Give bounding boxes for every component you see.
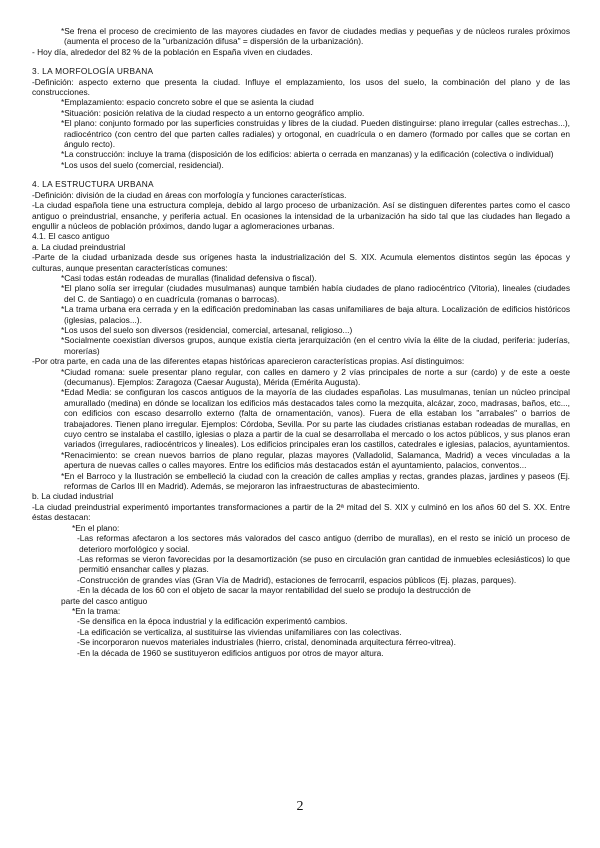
- text-line: *Ciudad romana: suele presentar plano regular, con calles en damero y 2 vías principales de norte a sur (cardo) y de este a oeste (decumanus). Ejemplos: Zaragoza (Caesar Augusta), Mérida (Emérita Augusta).: [61, 366, 570, 387]
- text-line: -Por otra parte, en cada una de las diferentes etapas históricas aparecieron características propias. Así distinguimos:: [32, 356, 465, 367]
- text-line: -Parte de la ciudad urbanizada desde sus orígenes hasta la industrialización del S. XIX. Acumula elementos distintos según las épocas y culturas, aunque presentan características comunes:: [32, 252, 570, 273]
- text-line: *Edad Media: se configuran los cascos antiguos de la mayoría de las ciudades españolas. Las musulmanas, tenían un núcleo principal amurallado (medina) en dónde se localizan los edificios más destacados tales como la mezquita, alcázar, zoco, madrasas, baños, etc..., con edificios con escaso desarrollo externo (falta de ornamentación, vanos). Fuera de ella estaban los "arrabales" o barrios de trabajadores. Tienen plano irregular. Ejemplos: Córdoba, Sevilla. Por su parte las ciudades cristianas estaban rodeadas de murallas, en cuyo centro se instalaba el castillo, iglesias o plaza a partir de la cual se desarrollaba el mercado o los actos públicos, y sus planos eran variados (irregulares, radiocéntricos y lineales). Los edificios principales eran los castillos, catedrales e iglesias, palacios, ayuntamientos.: [61, 387, 570, 450]
- text-line: -Definición: división de la ciudad en áreas con morfología y funciones características.: [32, 189, 347, 200]
- text-line: *En el Barroco y la Ilustración se embelleció la ciudad con la creación de calles amplias y rectas, grandes plazas, jardines y paseos (Ej. reformas de Carlos III en Madrid). Además, se mejoraron las infraestructuras de abastecimiento.: [61, 470, 570, 492]
- text-line: *Los usos del suelo (comercial, residencial).: [61, 159, 224, 170]
- section-4-title: 4. LA ESTRUCTURA URBANA: [32, 179, 154, 190]
- text-line: *El plano: conjunto formado por las superficies construidas y libres de la ciudad. Pueden distinguirse: plano irregular (calles estrechas...), radiocéntrico (con centro del que parten calles radiales) y ortogonal, en cuadrícula o en damero (formado por calles que se cortan en ángulo recto).: [61, 118, 570, 150]
- text-line: *Los usos del suelo son diversos (residencial, comercial, artesanal, religioso...): [61, 324, 353, 335]
- text-line: *Emplazamiento: espacio concreto sobre el que se asienta la ciudad: [61, 97, 314, 108]
- text-line: *Casi todas están rodeadas de murallas (finalidad defensiva o fiscal).: [61, 272, 317, 283]
- section-estructura: [32, 179, 570, 658]
- text-line: b. La ciudad industrial: [32, 491, 114, 502]
- text-line: *La trama urbana era cerrada y en la edificación predominaban las casas unifamiliares de baja altura. Localización de edificios históricos (iglesias, palacios...).: [61, 304, 570, 325]
- text-line: *Se frena el proceso de crecimiento de las mayores ciudades en favor de ciudades medias y pequeñas y de núcleos rurales próximos (aumenta el proceso de la "urbanización difusa" = dispersión de la urbanización).: [61, 26, 570, 47]
- text-line: -Las reformas afectaron a los sectores más valorados del casco antiguo (derribo de murallas), en el resto se inició un proceso de deterioro morfológico y social.: [77, 533, 570, 554]
- text-line: *En el plano:: [72, 522, 120, 533]
- text-line: - Hoy día, alrededor del 82 % de la población en España viven en ciudades.: [32, 46, 313, 57]
- text-line: -En la década de 1960 se sustituyeron edificios antiguos por otros de mayor altura.: [77, 647, 384, 658]
- document-page: [32, 26, 570, 658]
- text-line: -Construcción de grandes vías (Gran Vía de Madrid), estaciones de ferrocarril, espacios públicos (Ej. plazas, parques).: [77, 574, 517, 585]
- text-line: -En la década de los 60 con el objeto de sacar la mayor rentabilidad del suelo se produjo la destrucción de: [77, 585, 471, 596]
- text-line: -Las reformas se vieron favorecidas por la desamortización (se puso en circulación gran cantidad de inmuebles eclesiásticos) lo que permitió ensanchar calles y plazas.: [77, 553, 570, 575]
- text-line: *La construcción: incluye la trama (disposición de los edificios: abierta o cerrada en manzanas) y la edificación (colectiva o individual): [61, 149, 554, 160]
- section-3-title: 3. LA MORFOLOGÍA URBANA: [32, 66, 154, 77]
- text-line: *En la trama:: [72, 605, 121, 616]
- text-line: -La edificación se verticaliza, al sustituirse las viviendas unifamiliares con las colectivas.: [77, 626, 402, 637]
- intro-lines: [32, 26, 570, 57]
- page-number: 2: [296, 799, 304, 814]
- text-line: *El plano solía ser irregular (ciudades musulmanas) aunque también había ciudades de plano radiocéntrico (Vitoria), lineales (ciudades del C. de Santiago) o en cuadrícula (romanas o barrocas).: [61, 283, 570, 304]
- text-line: -La ciudad preindustrial experimentó importantes transformaciones a partir de la 2ª mitad del S. XIX y culminó en los años 60 del S. XX. Entre éstas destacan:: [32, 501, 570, 523]
- text-line: -Definición: aspecto externo que presenta la ciudad. Influye el emplazamiento, los usos del suelo, la combinación del plano y de las construcciones.: [32, 76, 570, 98]
- section-morfologia: [32, 66, 570, 170]
- text-line: *Renacimiento: se crean nuevos barrios de plano regular, plazas mayores (Valladolid, Salamanca, Madrid) a veces vinculadas a la apertura de nuevas calles o calles mayores. Entre los edificios más destacados están el ayuntamiento, palacios, conventos...: [61, 449, 570, 471]
- text-line: -Se densifica en la época industrial y la edificación experimentó cambios.: [77, 616, 348, 627]
- text-line: 4.1. El casco antiguo: [32, 231, 110, 242]
- text-line: *Situación: posición relativa de la ciudad respecto a un entorno geográfico amplio.: [61, 107, 365, 118]
- text-line: parte del casco antiguo: [61, 595, 148, 606]
- text-line: -La ciudad española tiene una estructura compleja, debido al largo proceso de urbanización. Así se distinguen diferentes partes como el casco antiguo o preindustrial, ensanche, y periferia actual. En ocasiones la intensidad de la urbanización ha sido tal que las ciudades han llegado a engullir a núcleos de población próximos, dando lugar a aglomeraciones urbanas.: [32, 200, 570, 231]
- text-line: a. La ciudad preindustrial: [32, 241, 126, 252]
- text-line: *Socialmente coexistían diversos grupos, aunque existía cierta jerarquización (en el centro vivía la élite de la ciudad, periferia: juderías, morerías): [61, 335, 570, 356]
- text-line: -Se incorporaron nuevos materiales industriales (hierro, cristal, denominada arquitectura férreo-vitrea).: [77, 637, 456, 648]
